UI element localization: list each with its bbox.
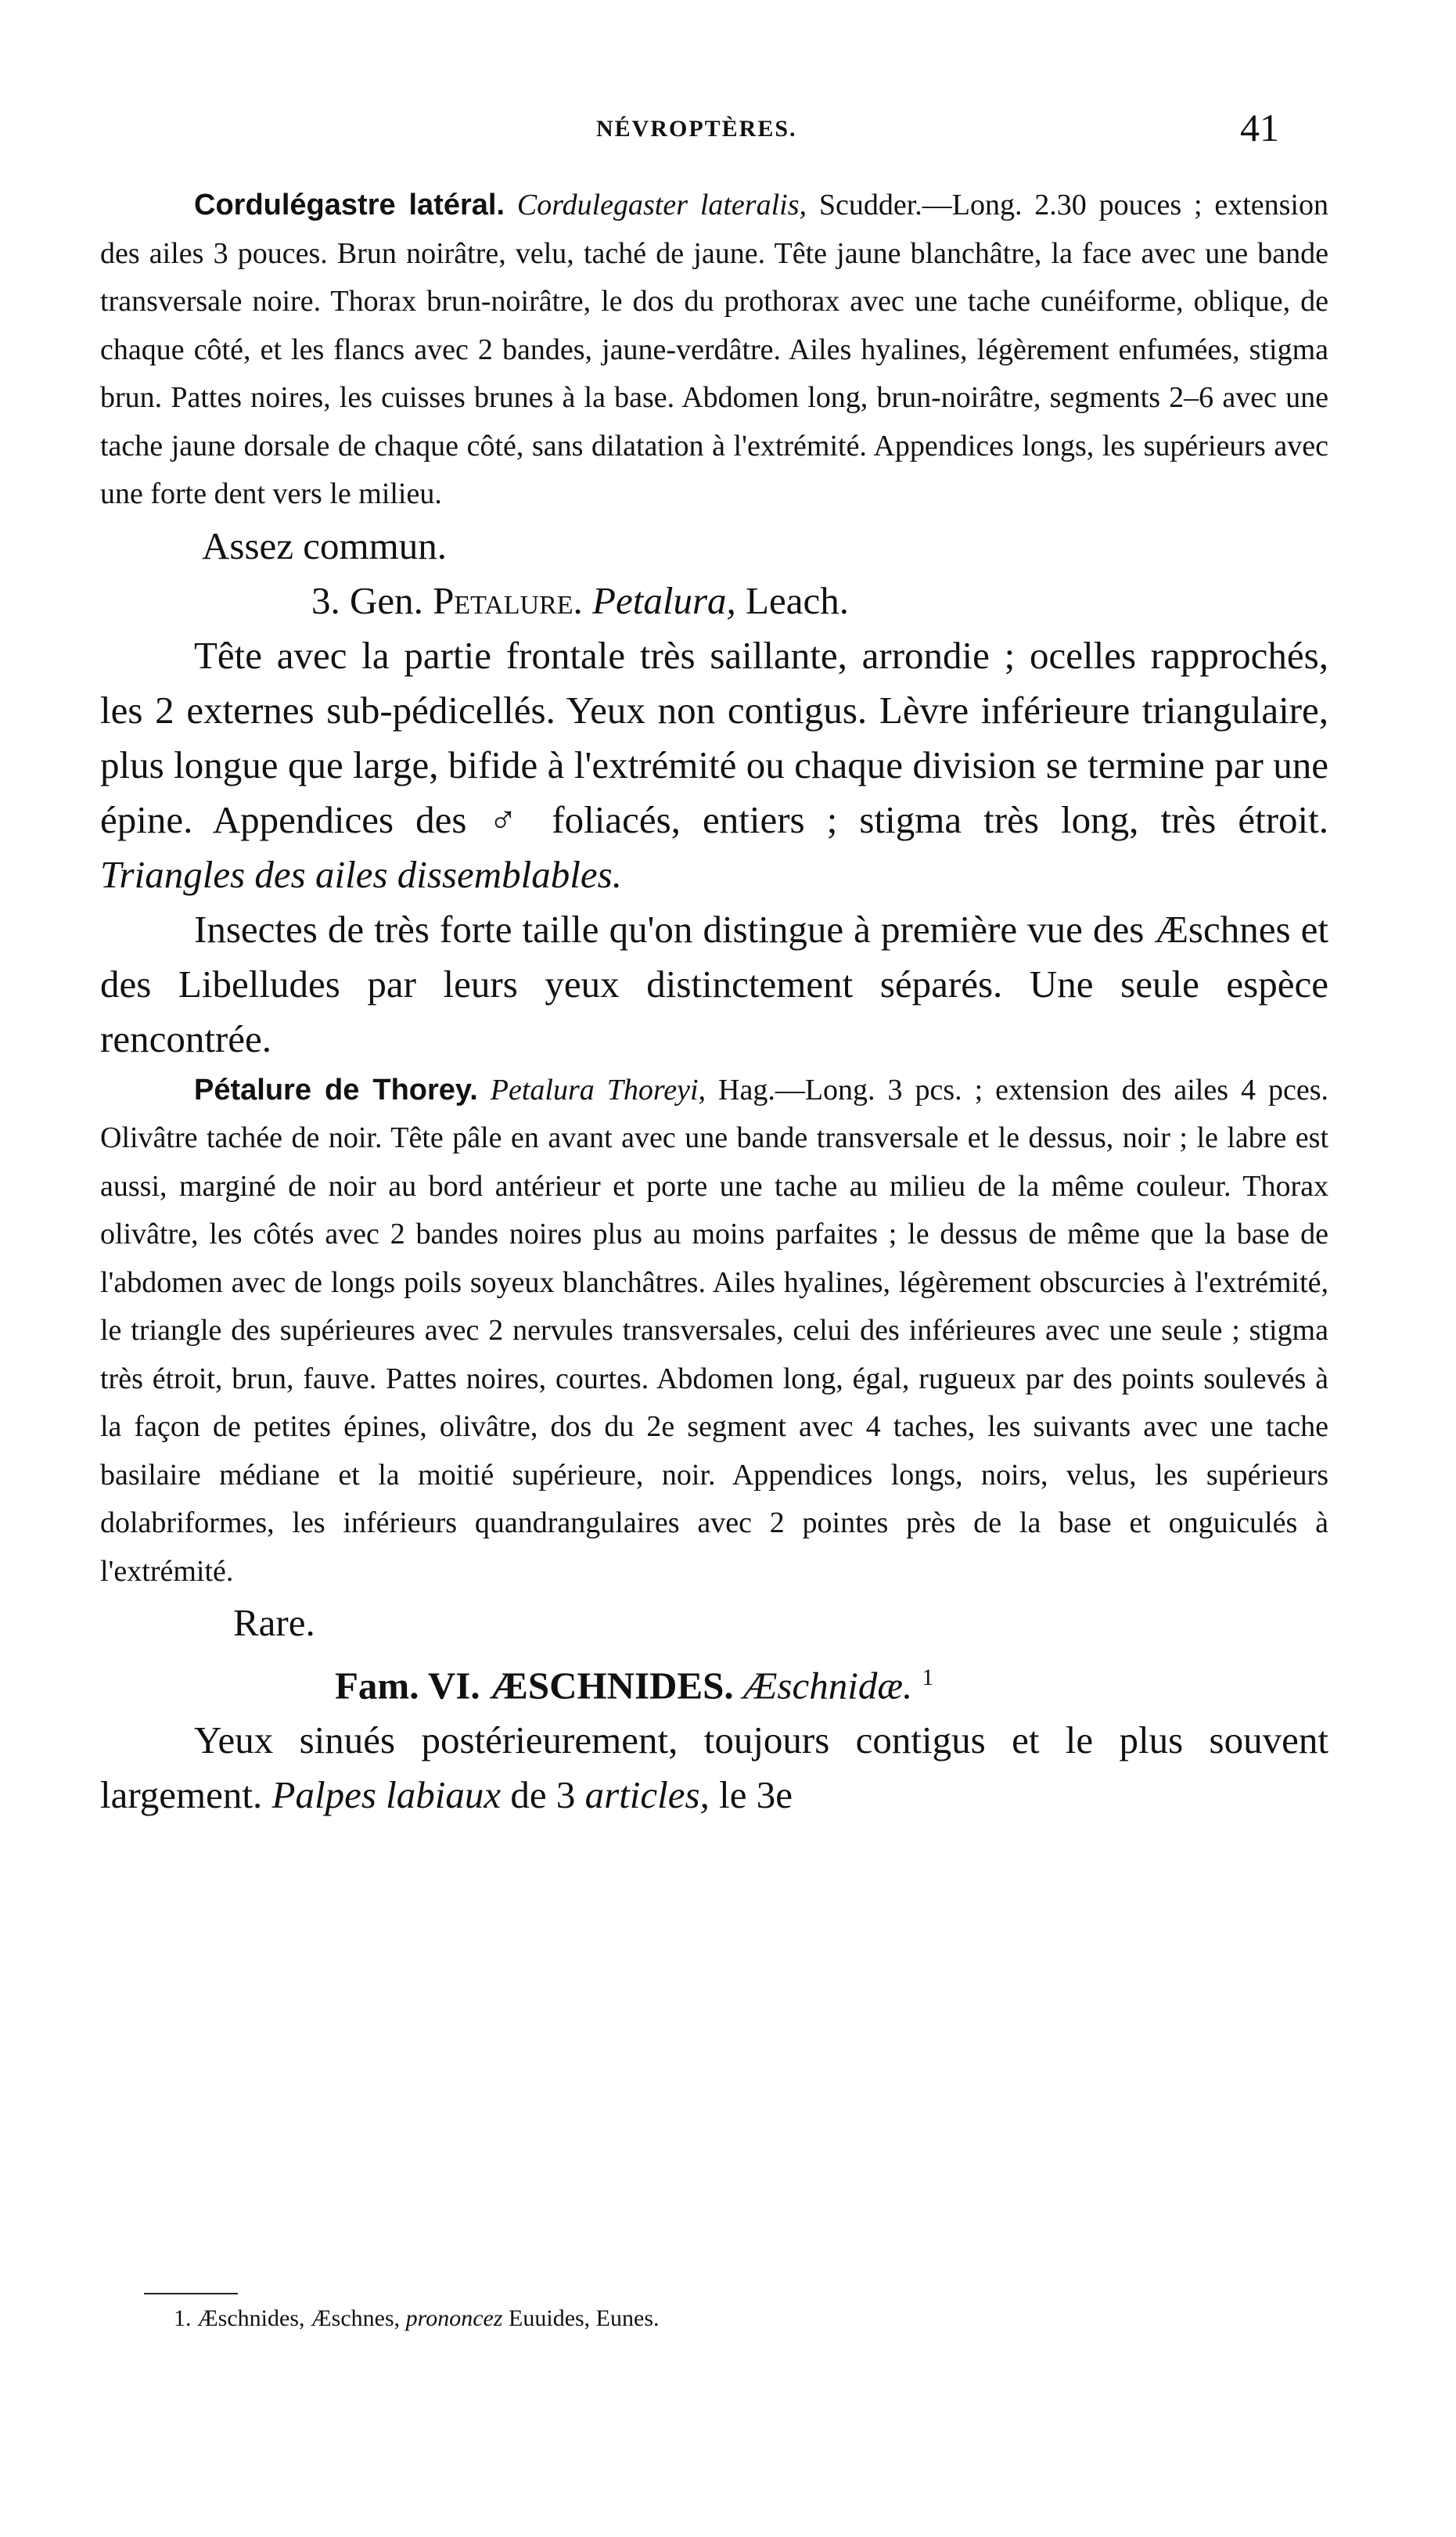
family-text-italic: Palpes labiaux <box>271 1773 502 1817</box>
family-text: de 3 <box>501 1773 585 1817</box>
footnote-rule <box>144 2293 238 2294</box>
species-description: Scudder.—Long. 2.30 pouces ; extension des ailes 3 pouces. Brun noirâtre, velu, taché de jaune. Tête jaune blanchâtre, la face avec une bande transversale noire. Thorax brun-noirâtre, le dos du prothorax avec une tache cunéiforme, oblique, de chaque côté, et les flancs avec 2 bandes, jaune-verdâtre. Ailes hyalines, légèrement enfumées, stigma brun. Pattes noires, les cuisses brunes à la base. Abdomen long, brun-noirâtre, segments 2–6 avec une tache jaune dorsale de chaque côté, sans dilatation à l'extrémité. Appendices longs, les supérieurs avec une forte dent vers le milieu. <box>100 189 1328 510</box>
family-heading <box>100 1650 1328 1713</box>
species-frequency: Rare. <box>233 1601 315 1644</box>
genus-description-italic: Triangles des ailes dissemblables. <box>100 852 622 896</box>
genus-number: 3. Gen. <box>311 578 423 622</box>
entry-cordulegastre <box>100 182 1328 519</box>
species-frequency: Assez commun. <box>202 524 447 567</box>
family-description <box>100 1713 1328 1823</box>
genus-heading <box>100 574 1328 628</box>
footnote-italic: prononcez <box>405 2305 503 2331</box>
genus-remark: Insectes de très forte taille qu'on distingue à première vue des Æschnes et des Libelludes par leurs yeux distinctement séparés. Une seule espèce rencontrée. <box>100 907 1328 1060</box>
footnote-text: Æschnides, Æschnes, <box>191 2305 406 2331</box>
page-body <box>100 182 1328 1823</box>
family-text: le 3e <box>709 1773 793 1817</box>
running-head <box>0 106 1456 163</box>
footnote-text: Euuides, Eunes. <box>502 2305 660 2331</box>
family-text: Yeux sinués postérieurement, toujours contigus et le plus souvent largement. <box>100 1718 1328 1817</box>
species-name: Pétalure de Thorey. <box>194 1073 478 1107</box>
genus-latin: Petalura, <box>592 578 736 622</box>
species-latin: Petalura Thoreyi, <box>490 1073 706 1107</box>
genus-description <box>100 628 1328 902</box>
species-name: Cordulégastre latéral. <box>194 189 505 221</box>
entry-petalure <box>100 1067 1328 1596</box>
footnote-number: 1. <box>174 2305 192 2331</box>
genus-author: Leach. <box>746 578 849 622</box>
genus-name: Petalure. <box>433 578 583 622</box>
genus-description-text: Tête avec la partie frontale très saillante, arrondie ; ocelles rapprochés, les 2 externes sub-pédicellés. Yeux non contigus. Lèvre inférieure triangulaire, plus longue que large, bifide à l'extrémité ou chaque division se termine par une épine. Appendices des ♂ foliacés, entiers ; stigma très long, très étroit. <box>100 633 1328 841</box>
species-description: Hag.—Long. 3 pcs. ; extension des ailes 4 pces. Olivâtre tachée de noir. Tête pâle en avant avec une bande transversale et le dessus, noir ; le labre est aussi, marginé de noir au bord antérieur et porte une tache au milieu de la même couleur. Thorax olivâtre, les côtés avec 2 bandes noires plus au moins parfaites ; le dessus de même que la base de l'abdomen avec de longs poils soyeux blanchâtres. Ailes hyalines, légèrement obscurcies à l'extrémité, le triangle des supérieures avec 2 nervules transversales, celui des inférieures avec une seule ; stigma très étroit, brun, fauve. Pattes noires, courtes. Abdomen long, égal, rugueux par des points soulevés à la façon de petites épines, olivâtre, dos du 2e segment avec 4 taches, les suivants avec une tache basilaire médiane et la moitié supérieure, noir. Appendices longs, noirs, velus, les supérieurs dolabriformes, les inférieurs quandrangulaires avec 2 pointes près de la base et onguiculés à l'extrémité. <box>100 1073 1328 1588</box>
running-head-title: NÉVROPTÈRES. <box>596 116 797 142</box>
footnote-ref: 1 <box>922 1665 934 1690</box>
species-latin: Cordulegaster lateralis, <box>516 189 807 221</box>
page-number: 41 <box>1240 106 1279 149</box>
family-label: Fam. VI. ÆSCHNIDES. <box>335 1664 734 1708</box>
footnote <box>174 2305 660 2332</box>
family-text-italic: articles, <box>584 1773 710 1817</box>
family-latin: Æschnidæ. <box>742 1664 913 1708</box>
